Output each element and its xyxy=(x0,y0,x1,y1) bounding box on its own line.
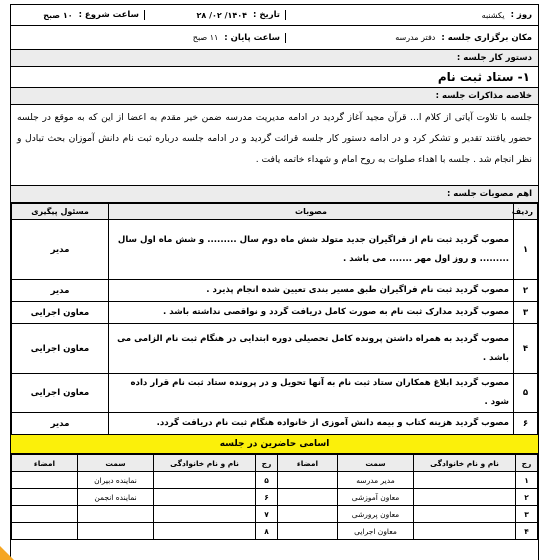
att-col-num-left: رج xyxy=(256,455,278,472)
decision-owner: مدیر xyxy=(12,280,109,302)
decision-number: ۱ xyxy=(514,220,538,280)
header-row-1 xyxy=(11,5,538,26)
attendees-table xyxy=(11,454,538,540)
attendee-number: ۶ xyxy=(256,489,278,506)
attendee-row xyxy=(12,523,538,540)
attendee-signature xyxy=(278,489,338,506)
attendees-title: اسامی حاضرین در جلسه xyxy=(219,439,330,449)
decision-owner: معاون اجرایی xyxy=(12,374,109,413)
end-time-label: ساعت پایان : xyxy=(224,32,280,43)
attendee-role: معاون پرورشی xyxy=(338,506,414,523)
decision-owner: معاون اجرایی xyxy=(12,324,109,374)
decision-row xyxy=(12,220,538,280)
start-time-cell xyxy=(11,10,145,20)
summary-label: خلاصه مذاکرات جلسه : xyxy=(435,91,532,101)
end-time-cell xyxy=(11,33,286,43)
decision-row xyxy=(12,280,538,302)
decision-number: ۳ xyxy=(514,302,538,324)
agenda-item: ۱- ستاد ثبت نام xyxy=(437,70,530,84)
summary-text-row xyxy=(11,105,538,186)
start-time-value: ۱۰ صبح xyxy=(43,10,73,20)
date-cell xyxy=(145,10,286,20)
attendee-role xyxy=(78,506,154,523)
place-cell xyxy=(286,33,538,43)
col-row-number: ردیف xyxy=(514,204,538,220)
col-decisions: مصوبات xyxy=(109,204,514,220)
attendee-role: نماینده دبیران xyxy=(78,472,154,489)
decisions-header-row xyxy=(12,204,538,220)
att-col-sign-right: امضاء xyxy=(278,455,338,472)
decision-number: ۴ xyxy=(514,324,538,374)
decision-row xyxy=(12,302,538,324)
decision-owner: مدیر xyxy=(12,413,109,435)
attendee-signature xyxy=(12,472,78,489)
attendee-row xyxy=(12,472,538,489)
attendee-role: معاون آموزشی xyxy=(338,489,414,506)
attendee-signature xyxy=(12,489,78,506)
decision-text: مصوب گردید ثبت نام از فراگیران جدید متولد شش ماه دوم سال ......... و شش ماه اول سال ......... و روز اول مهر ....... می باشد . xyxy=(109,220,514,280)
decision-number: ۲ xyxy=(514,280,538,302)
attendee-signature xyxy=(278,523,338,540)
att-col-num-right: رج xyxy=(516,455,538,472)
start-time-label: ساعت شروع : xyxy=(78,10,139,20)
attendee-signature xyxy=(278,506,338,523)
attendee-row xyxy=(12,506,538,523)
agenda-item-row xyxy=(11,67,538,88)
att-col-sign-left: امضاء xyxy=(12,455,78,472)
col-owner: مسئول پیگیری xyxy=(12,204,109,220)
decision-row xyxy=(12,324,538,374)
decision-row xyxy=(12,413,538,435)
attendee-number: ۸ xyxy=(256,523,278,540)
attendee-signature xyxy=(278,472,338,489)
attendee-name xyxy=(154,472,256,489)
att-col-role-left: سمت xyxy=(78,455,154,472)
att-col-name-left: نام و نام خانوادگی xyxy=(154,455,256,472)
decision-text: مصوب گردید به همراه داشتن پرونده کامل تحصیلی دوره ابتدایی در هنگام ثبت نام الزامی می باشد . xyxy=(109,324,514,374)
attendee-role xyxy=(78,523,154,540)
end-time-value: ۱۱ صبح xyxy=(192,33,219,42)
summary-text: جلسه با تلاوت آیاتی از کلام ا... قرآن مجید آغاز گردید در ادامه مدیریت مدرسه ضمن خیر مقدم به اعضا از این که به موقع در جلسه حضور یافتند تقدیر و تشکر کرد و در ادامه دستور کار جلسه قرائت گردید و در ادامه جلسه درباره ثبت نام دانش آموزان بحث تبادل و نظر انجام شد . جلسه با اهداء صلوات به روح امام و شهداء خاتمه یافت . xyxy=(17,112,532,165)
attendees-title-row xyxy=(11,435,538,454)
attendee-number: ۷ xyxy=(256,506,278,523)
day-label: روز : xyxy=(510,10,532,20)
decision-text: مصوب گردید ابلاغ همکاران ستاد ثبت نام به آنها تحویل و در پرونده ستاد ثبت نام قرار داده شود . xyxy=(109,374,514,413)
attendee-role: مدیر مدرسه xyxy=(338,472,414,489)
date-label: تاریخ : xyxy=(253,10,280,20)
decision-number: ۶ xyxy=(514,413,538,435)
attendee-number: ۵ xyxy=(256,472,278,489)
attendee-name xyxy=(414,489,516,506)
attendee-name xyxy=(414,506,516,523)
meeting-minutes-form xyxy=(10,4,539,560)
attendee-name xyxy=(154,489,256,506)
attendee-name xyxy=(414,523,516,540)
day-cell xyxy=(286,10,538,20)
summary-label-row xyxy=(11,88,538,105)
place-value: دفتر مدرسه xyxy=(395,33,436,42)
decision-owner: معاون اجرایی xyxy=(12,302,109,324)
attendee-signature xyxy=(12,506,78,523)
decision-text: مصوب گردید مدارک ثبت نام به صورت کامل دریافت گردد و نواقصی نداشته باشد . xyxy=(109,302,514,324)
attendee-number: ۱ xyxy=(516,472,538,489)
attendee-signature xyxy=(12,523,78,540)
attendee-name xyxy=(414,472,516,489)
decision-number: ۵ xyxy=(514,374,538,413)
attendee-name xyxy=(154,523,256,540)
attendee-row xyxy=(12,489,538,506)
decisions-table xyxy=(11,203,538,435)
attendees-header-row xyxy=(12,455,538,472)
decisions-label: اهم مصوبات جلسه : xyxy=(446,189,532,199)
agenda-label-row xyxy=(11,50,538,67)
attendee-number: ۲ xyxy=(516,489,538,506)
attendee-name xyxy=(154,506,256,523)
corner-accent xyxy=(0,546,14,560)
decision-row xyxy=(12,374,538,413)
header-row-2 xyxy=(11,26,538,50)
attendee-number: ۴ xyxy=(516,523,538,540)
attendee-number: ۳ xyxy=(516,506,538,523)
att-col-role-right: سمت xyxy=(338,455,414,472)
date-value: ۱۴۰۴/ ۰۲/ ۲۸ xyxy=(196,10,248,20)
attendee-role: معاون اجرایی xyxy=(338,523,414,540)
decision-text: مصوب گردید ثبت نام فراگیران طبق مسیر بندی تعیین شده انجام پذیرد . xyxy=(109,280,514,302)
attendee-role: نماینده انجمن xyxy=(78,489,154,506)
agenda-label: دستور کار جلسه : xyxy=(456,53,532,63)
day-value: یکشنبه xyxy=(481,10,505,20)
att-col-name-right: نام و نام خانوادگی xyxy=(414,455,516,472)
decisions-label-row xyxy=(11,186,538,203)
decision-text: مصوب گردید هزینه کتاب و بیمه دانش آموزی از خانواده هنگام ثبت نام دریافت گردد. xyxy=(109,413,514,435)
place-label: مکان برگزاری جلسه : xyxy=(441,32,532,43)
decision-owner: مدیر xyxy=(12,220,109,280)
